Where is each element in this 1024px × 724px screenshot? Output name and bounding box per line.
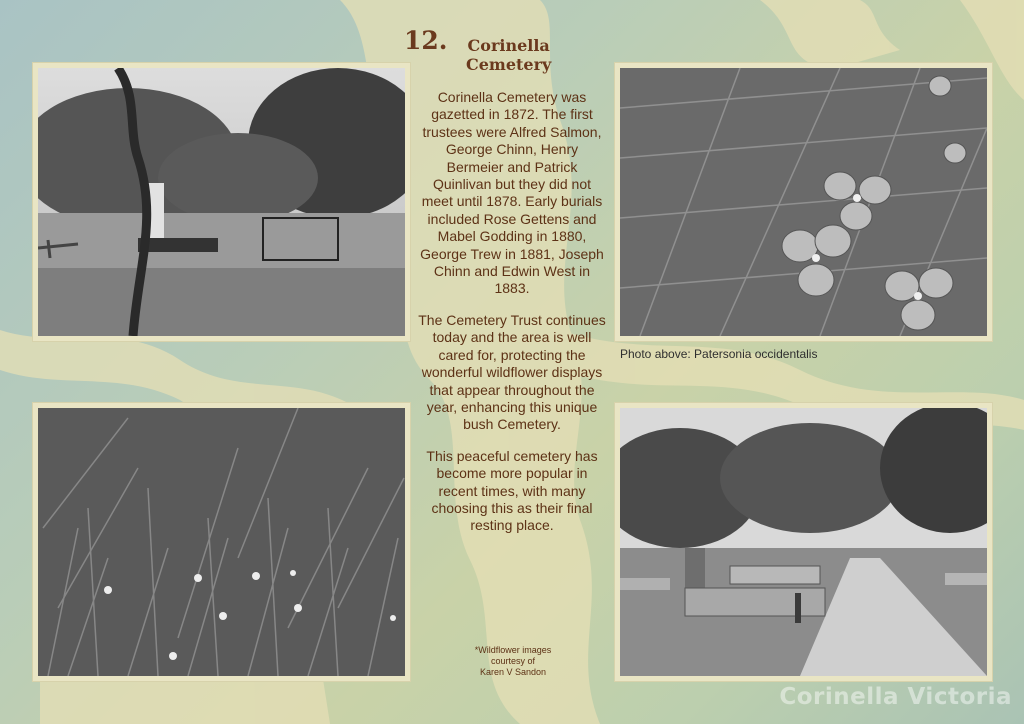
body-paragraph-history: Corinella Cemetery was gazetted in 1872. The first trustees were Alfred Salmon, George Chinn, Henry Bermeier and Patrick Quinlivan but they did not meet until 1878. Early burials included Rose Gettens and Mabel Godding in 1880, George Trew in 1881, Joseph Chinn and Edwin West in 1883. [420, 89, 604, 297]
body-text [418, 89, 606, 549]
credit-line3: Karen V Sandon [479, 667, 547, 677]
photo-caption: Photo above: Patersonia occidentalis [620, 347, 818, 361]
body-paragraph-trust: The Cemetery Trust continues today and the area is well cared for, protecting the wonderful wildflower displays that appear throughout the year, enhancing this unique bush Cemetery. [418, 311, 606, 433]
image-credit [448, 645, 578, 678]
credit-line2: courtesy of [490, 656, 536, 666]
panel-title [466, 36, 551, 74]
panel-heading [404, 24, 584, 78]
watermark: Corinella Victoria [779, 684, 1012, 710]
credit-line1: *Wildflower images [474, 645, 552, 655]
photo-patersonia-flowers [615, 63, 992, 341]
body-paragraph-popularity: This peaceful cemetery has become more popular in recent times, with many choosing this as their final resting place. [426, 447, 598, 534]
photo-cemetery-trees [33, 63, 410, 341]
panel-number: 12. [404, 26, 448, 55]
panel-title-line1: Corinella [467, 36, 550, 55]
panel-title-line2: Cemetery [466, 55, 552, 74]
photo-wildflower-grass [33, 403, 410, 681]
photo-cemetery-path [615, 403, 992, 681]
